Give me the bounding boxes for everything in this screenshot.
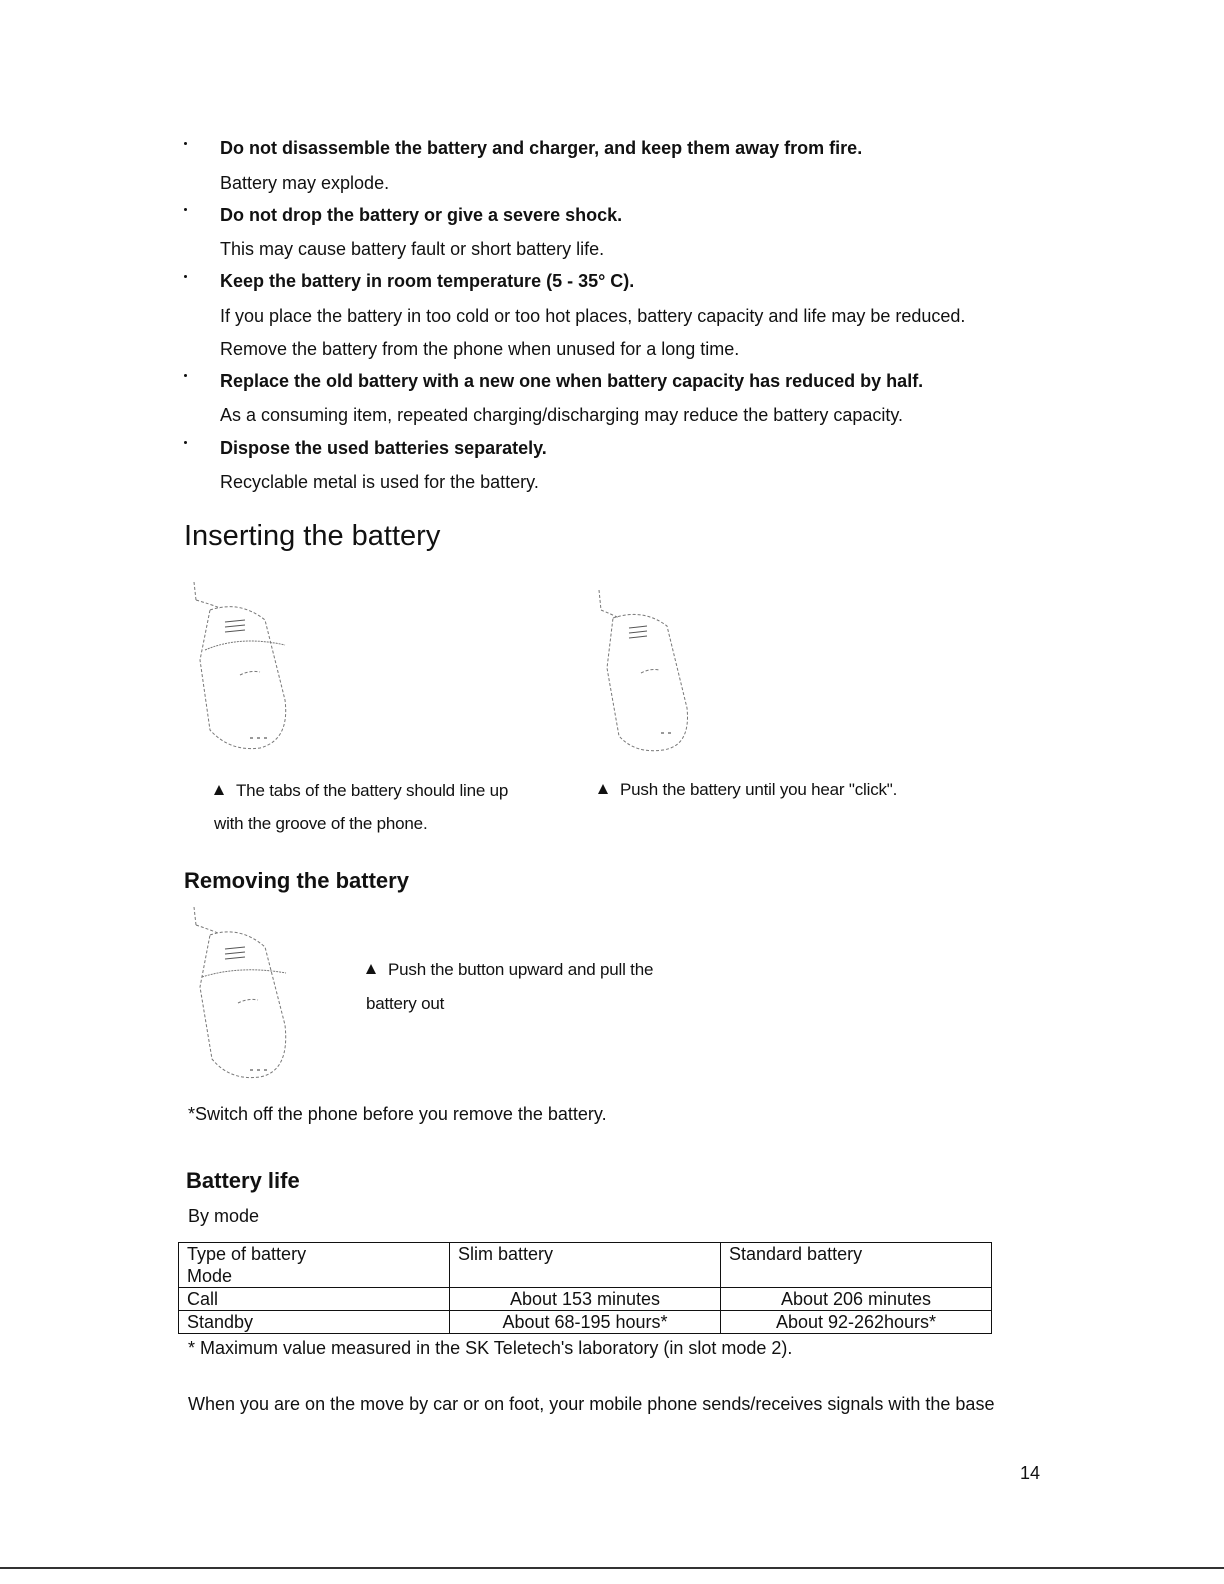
triangle-icon xyxy=(214,785,224,795)
switch-off-note: *Switch off the phone before you remove the battery. xyxy=(188,1104,607,1124)
header-type-of-battery: Type of battery xyxy=(187,1244,307,1264)
precaution-body: Remove the battery from the phone when unused for a long time. xyxy=(220,339,740,359)
precaution-title: Do not drop the battery or give a severe shock. xyxy=(220,205,623,225)
insert-caption-2 xyxy=(598,780,897,800)
bullet xyxy=(184,208,187,211)
insert-caption-2-text: Push the battery until you hear "click". xyxy=(620,780,898,799)
row-mode: Call xyxy=(179,1288,450,1311)
table-row xyxy=(179,1311,992,1334)
header-cell-standard: Standard battery xyxy=(721,1243,992,1288)
bullet xyxy=(184,374,187,377)
header-cell-type xyxy=(179,1243,450,1288)
precaution-title: Replace the old battery with a new one when battery capacity has reduced by half. xyxy=(220,371,924,391)
phone-illustration xyxy=(190,905,300,1080)
inserting-heading: Inserting the battery xyxy=(184,520,441,552)
row-slim-value: About 68-195 hours* xyxy=(450,1311,721,1334)
remove-caption xyxy=(366,960,653,980)
row-standard-value: About 206 minutes xyxy=(721,1288,992,1311)
table-row xyxy=(179,1288,992,1311)
row-mode: Standby xyxy=(179,1311,450,1334)
row-standard-value: About 92-262hours* xyxy=(721,1311,992,1334)
remove-caption-line-2: battery out xyxy=(366,994,445,1013)
triangle-icon xyxy=(366,964,376,974)
insert-caption-1-line-2: with the groove of the phone. xyxy=(214,814,428,833)
page-number: 14 xyxy=(1020,1463,1041,1483)
table-header-row xyxy=(179,1243,992,1288)
triangle-icon xyxy=(598,784,608,794)
remove-caption-line-1: Push the button upward and pull the xyxy=(388,960,654,979)
phone-illustration xyxy=(595,588,705,753)
precaution-body: Recyclable metal is used for the battery. xyxy=(220,472,539,492)
battery-life-table xyxy=(178,1242,992,1334)
insert-caption-1 xyxy=(214,781,508,801)
page-edge-divider xyxy=(0,1567,1224,1569)
precaution-title: Dispose the used batteries separately. xyxy=(220,438,547,458)
precaution-title: Do not disassemble the battery and charger, and keep them away from fire. xyxy=(220,138,863,158)
header-mode: Mode xyxy=(187,1266,233,1286)
insert-caption-1-line-1: The tabs of the battery should line up xyxy=(236,781,509,800)
precaution-body: Battery may explode. xyxy=(220,173,390,193)
bullet xyxy=(184,142,187,145)
bullet xyxy=(184,275,187,278)
precaution-body: If you place the battery in too cold or too hot places, battery capacity and life may be reduced. xyxy=(220,306,966,326)
table-footnote: * Maximum value measured in the SK Teletech's laboratory (in slot mode 2). xyxy=(188,1338,793,1358)
by-mode-label: By mode xyxy=(188,1206,260,1226)
closing-paragraph: When you are on the move by car or on foot, your mobile phone sends/receives signals with the base xyxy=(188,1394,995,1414)
precaution-body: As a consuming item, repeated charging/discharging may reduce the battery capacity. xyxy=(220,405,904,425)
bullet xyxy=(184,441,187,444)
precaution-body: This may cause battery fault or short battery life. xyxy=(220,239,605,259)
precaution-title: Keep the battery in room temperature (5 - 35° C). xyxy=(220,271,635,291)
row-slim-value: About 153 minutes xyxy=(450,1288,721,1311)
battery-life-heading: Battery life xyxy=(186,1168,300,1193)
phone-illustration xyxy=(190,580,300,750)
removing-heading: Removing the battery xyxy=(184,868,409,893)
header-cell-slim: Slim battery xyxy=(450,1243,721,1288)
